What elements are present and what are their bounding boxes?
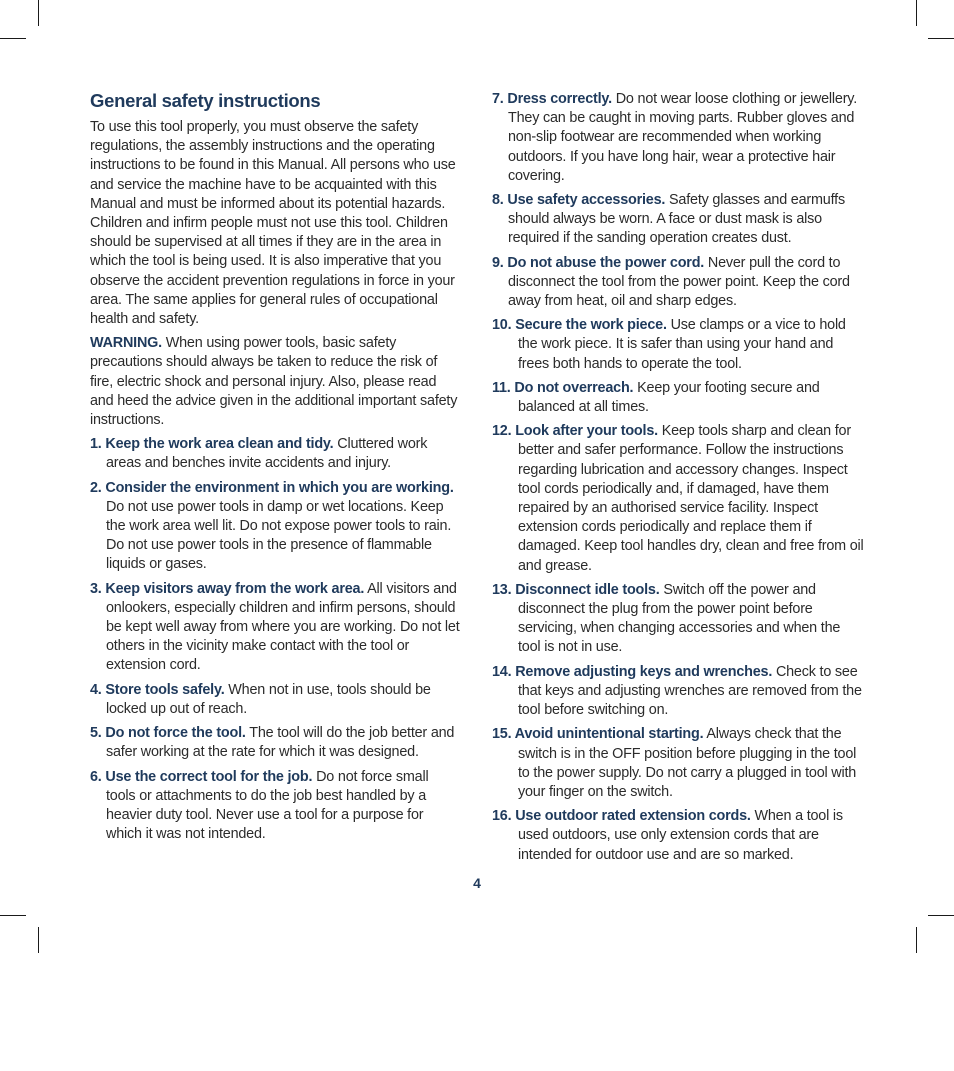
crop-mark-bottom-right-h [928,915,954,916]
item-text: Do not wear loose clothing or jewellery. They can be caught in moving parts. Rubber gloves and non-slip footwear are recommended when working outdoors. If you have long hair, wear a protective hair covering. [508,91,858,184]
list-item [492,254,864,312]
list-item [492,807,864,865]
intro-paragraph: To use this tool properly, you must observe the safety regulations, the assembly instructions and the operating instructions to be found in this Manual. All persons who use and service the machine have to be acquainted with this Manual and must be informed about its potential hazards. Children and infirm people must not use this tool. Children should be supervised at all times if they are in the area in which the tool is being used. It is also imperative that you observe the accident prevention regulations in force in your area. The same applies for general rules of occupational health and safety. [90,119,456,328]
section-heading: General safety instructions [90,90,321,111]
item-title: 1. Keep the work area clean and tidy. [90,436,334,453]
list-item [492,663,864,721]
list-item [492,422,864,576]
page-number: 4 [473,875,481,891]
item-title: 13. Disconnect idle tools. [492,581,660,598]
item-title: 11. Do not overreach. [492,379,634,396]
list-item [90,580,460,676]
item-text: All visitors and onlookers, especially children and infirm persons, should be kept well away from where you are working. Do not let others in the vicinity make contact with the tool or extension cord. [106,580,460,674]
item-title: 14. Remove adjusting keys and wrenches. [492,663,773,680]
crop-mark-bottom-left-v [38,927,39,953]
item-text: Cluttered work areas and benches invite accidents and injury. [106,436,428,472]
item-text: Use clamps or a vice to hold the work piece. It is safer than using your hand and frees both hands to operate the tool. [518,317,846,372]
item-text: Always check that the switch is in the OFF position before plugging in the tool to the power supply. Do not carry a plugged in tool with your finger on the switch. [518,726,857,800]
list-item [90,435,460,473]
crop-mark-top-left-h [0,38,26,39]
item-title: 12. Look after your tools. [492,423,658,440]
item-text: When a tool is used outdoors, use only extension cords that are intended for outdoor use and are so marked. [518,808,843,863]
list-item [90,681,460,719]
item-title: 6. Use the correct tool for the job. [90,768,313,785]
item-text: Safety glasses and earmuffs should always be worn. A face or dust mask is also required if the sanding operation creates dust. [508,192,845,247]
item-title: 9. Do not abuse the power cord. [492,254,705,271]
item-title: 2. Consider the environment in which you are working. [90,479,454,496]
item-title: 5. Do not force the tool. [90,725,246,742]
item-text: Keep your footing secure and balanced at all times. [518,379,820,416]
warning-text: When using power tools, basic safety precautions should always be taken to reduce the risk of fire, electric shock and personal injury. Also, please read and heed the advice given in the additional important safety instructions. [90,335,458,429]
item-text: Keep tools sharp and clean for better and safer performance. Follow the instructions regarding lubrication and accessory changes. Inspect tool cords periodically and, if damaged, have them repaired by an authorised service facility. Inspect extension cords periodically and replace them if damaged. Keep tool handles dry, clean and free from oil and grease. [518,423,864,574]
item-title: 7. Dress correctly. [492,91,612,107]
item-text: Switch off the power and disconnect the plug from the power point before servicing, when changing accessories and when the tool is not in use. [518,581,841,656]
crop-mark-top-right-h [928,38,954,39]
item-text: When not in use, tools should be locked up out of reach. [106,681,431,717]
item-text: The tool will do the job better and safer working at the rate for which it was designed. [106,725,455,761]
warning-paragraph [90,334,460,430]
item-title: 4. Store tools safely. [90,681,225,698]
item-title: 16. Use outdoor rated extension cords. [492,808,751,825]
item-text: Check to see that keys and adjusting wrenches are removed from the tool before switching on. [518,663,862,719]
item-text: Do not use power tools in damp or wet locations. Keep the work area well lit. Do not expose power tools to rain. Do not use power tools in the presence of flammable liquids or gases. [106,498,452,573]
item-title: 3. Keep visitors away from the work area. [90,580,365,597]
list-item [492,90,864,186]
crop-mark-bottom-right-v [916,927,917,953]
item-text: Do not force small tools or attachments to do the job best handled by a heavier duty tool. Never use a tool for a purpose for which it was not intended. [106,768,429,843]
left-column [90,90,460,849]
list-item [492,379,864,417]
crop-mark-top-left-v [38,0,39,26]
list-item [492,725,864,802]
right-column [492,90,864,870]
item-text: Never pull the cord to disconnect the tool from the power point. Keep the cord away from heat, oil and sharp edges. [508,254,850,310]
item-title: 15. Avoid unintentional starting. [492,726,704,743]
item-title: 8. Use safety accessories. [492,192,666,209]
list-item [90,724,460,762]
list-item [492,581,864,658]
warning-label: WARNING. [90,335,162,352]
list-item [492,191,864,249]
list-item [492,316,864,374]
list-item [90,479,460,575]
item-title: 10. Secure the work piece. [492,317,667,334]
crop-mark-top-right-v [916,0,917,26]
list-item [90,768,460,845]
crop-mark-bottom-left-h [0,915,26,916]
